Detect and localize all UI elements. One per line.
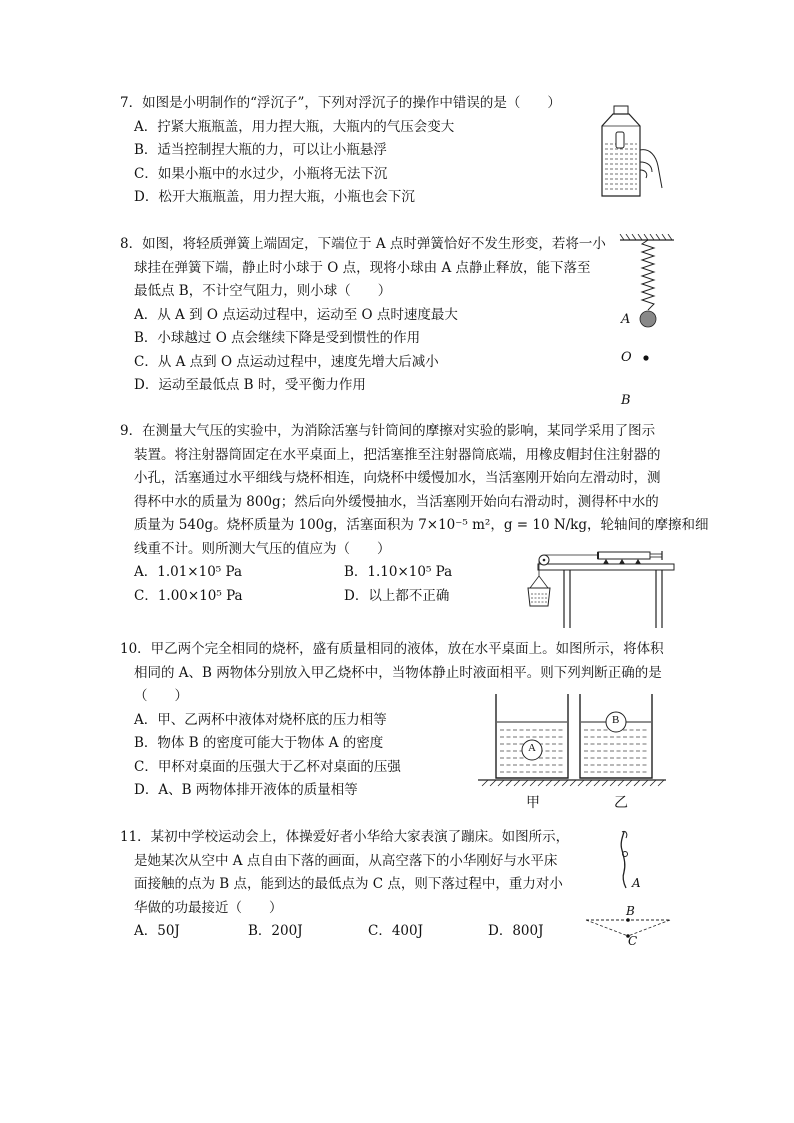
question-10-option-d: D．A、B 两物体排开液体的质量相等 [134,782,358,798]
two-beakers-figure [476,690,676,790]
question-10-stem-line-2: 相同的 A、B 两物体分别放入甲乙烧杯中，当物体静止时液面相平。则下列判断正确的是 [134,664,662,681]
trampoline-figure [584,828,674,948]
question-7-stem: 7．如图是小明制作的“浮沉子”，下列对浮沉子的操作中错误的是（ ） [120,95,561,111]
question-9-option-b: B．1.10×10⁵ Pa [344,564,453,580]
question-11 [120,826,569,944]
question-9-stem-line-4: 得杯中水的质量为 800g；然后向外缓慢抽水，当活塞刚开始向右滑动时，测得杯中水的 [134,493,659,510]
question-10-option-a: A．甲、乙两杯中液体对烧杯底的压力相等 [134,711,387,728]
question-8 [120,233,606,398]
question-7-option-a: A．拧紧大瓶瓶盖，用力捏大瓶，大瓶内的气压会变大 [134,118,455,135]
question-8-option-c: C．从 A 点到 O 点运动过程中，速度先增大后减小 [134,353,439,370]
question-7-option-c: C．如果小瓶中的水过少，小瓶将无法下沉 [134,165,388,182]
question-11-stem-line-2: 是她某次从空中 A 点自由下落的画面，从高空落下的小华刚好与水平床 [134,852,558,869]
question-11-stem-line-1: 11．某初中学校运动会上，体操爱好者小华给大家表演了蹦床。如图所示， [120,829,570,845]
question-9-option-c: C．1.00×10⁵ Pa [134,587,243,604]
question-9-option-a: A．1.01×10⁵ Pa [134,564,243,580]
object-b-label: B [612,714,620,726]
question-11-option-b: B．200J [248,923,303,939]
question-10-option-b: B．物体 B 的密度可能大于物体 A 的密度 [134,735,384,751]
question-9-stem-line-2: 装置。将注射器筒固定在水平桌面上，把活塞推至注射器筒底端，用橡皮帽封住注射器的 [134,446,661,463]
question-9-stem-line-5: 质量为 540g。烧杯质量为 100g，活塞面积为 7×10⁻⁵ m²，g = 10 N/kg，轮轴间的摩擦和细 [134,517,709,533]
question-8-stem-line-3: 最低点 B，不计空气阻力，则小球（ ） [134,283,392,299]
question-8-stem-line-2: 球挂在弹簧下端，静止时小球于 O 点，现将小球由 A 点静止释放，能下落至 [134,259,591,276]
question-10-stem-line-3: （ ） [134,688,188,704]
question-8-option-a: A．从 A 到 O 点运动过程中，运动至 O 点时速度最大 [134,306,458,323]
point-b-label-q11: B [626,904,635,918]
question-11-option-c: C．400J [368,923,424,939]
question-10-option-c: C．甲杯对桌面的压强大于乙杯对桌面的压强 [134,758,401,775]
point-o-label: O [621,350,632,365]
point-a-label-q11: A [632,876,641,890]
syringe-apparatus-figure [524,546,676,630]
bottle-diver-figure [596,104,668,200]
question-11-option-d: D．800J [488,923,544,939]
question-9-option-d: D．以上都不正确 [344,587,450,604]
question-7-option-d: D．松开大瓶瓶盖，用力捏大瓶，小瓶也会下沉 [134,189,415,205]
question-10-stem-line-1: 10．甲乙两个完全相同的烧杯，盛有质量相同的液体，放在水平桌面上。如图所示，将体积 [120,641,664,657]
question-7 [120,92,561,210]
point-a-label: A [621,312,631,327]
question-8-stem-line-1: 8．如图，将轻质弹簧上端固定，下端位于 A 点时弹簧恰好不发生形变，若将一小 [120,236,606,252]
question-11-option-a: A．50J [134,923,180,939]
beaker-yi-label: 乙 [614,795,628,811]
question-11-stem-line-4: 华做的功最接近（ ） [134,899,283,916]
question-8-option-b: B．小球越过 O 点会继续下降是受到惯性的作用 [134,330,421,346]
question-11-stem-line-3: 面接触的点为 B 点，能到达的最低点为 C 点，则下落过程中，重力对小 [134,876,563,892]
question-7-option-b: B．适当控制捏大瓶的力，可以让小瓶悬浮 [134,142,387,158]
question-8-option-d: D．运动至最低点 B 时，受平衡力作用 [134,377,366,393]
object-a-label: A [528,742,536,754]
question-9-stem-line-6: 线重不计。则所测大气压的值应为（ ） [134,540,391,557]
beaker-jia-label: 甲 [526,795,540,811]
point-c-label-q11: C [628,934,638,948]
question-9-stem-line-3: 小孔，活塞通过水平细线与烧杯相连，向烧杯中缓慢加水，当活塞刚开始向左滑动时，测 [134,470,661,486]
point-b-label: B [621,393,631,408]
question-9-stem-line-1: 9．在测量大气压的实验中，为消除活塞与针筒间的摩擦对实验的影响，某同学采用了图示 [120,423,656,439]
